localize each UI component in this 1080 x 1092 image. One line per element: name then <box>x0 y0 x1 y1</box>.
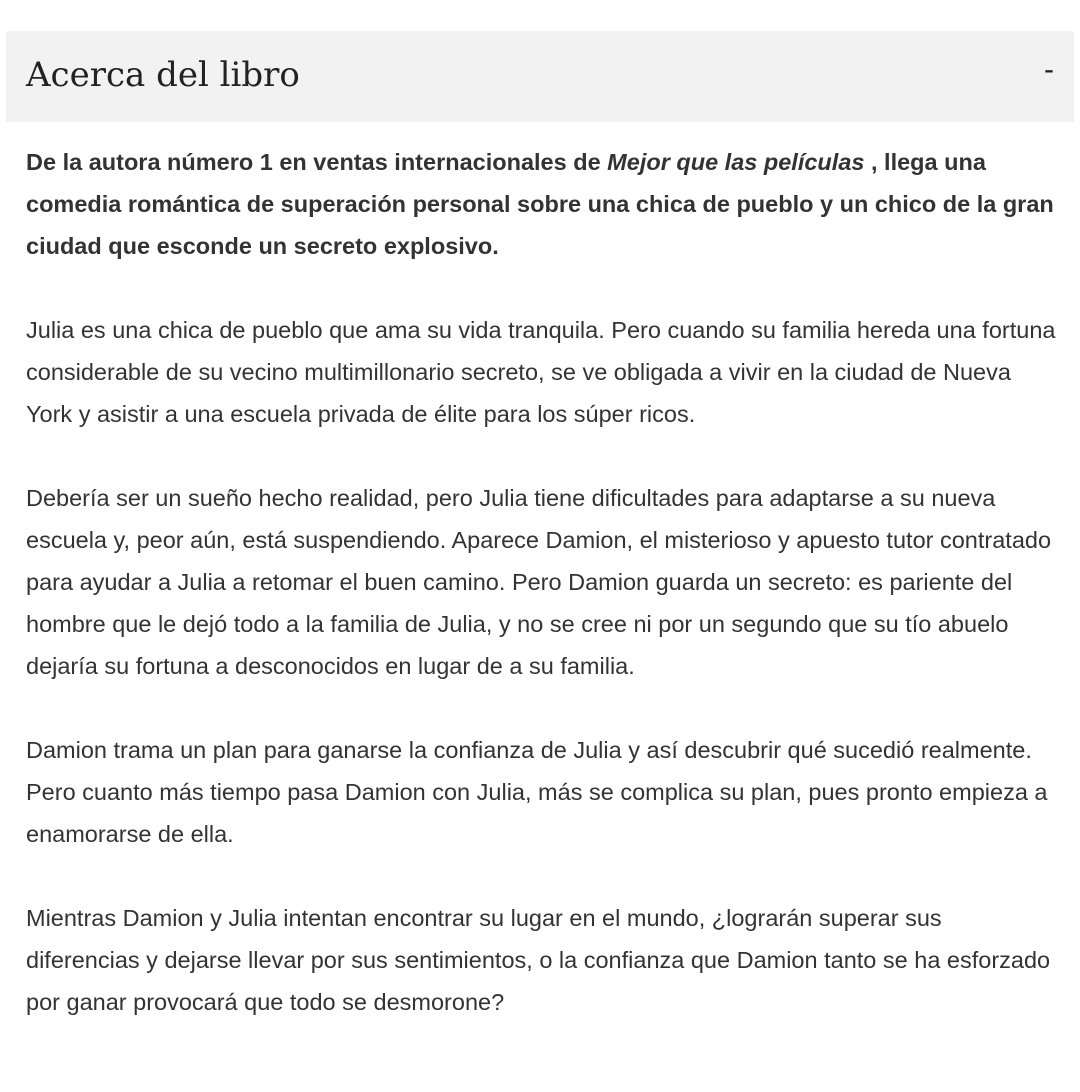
collapse-toggle-icon[interactable]: - <box>1044 53 1054 86</box>
description-paragraph: Damion trama un plan para ganarse la confianza de Julia y así descubrir qué sucedió realmente. Pero cuanto más tiempo pasa Damion con Julia, más se complica su plan, pues pronto empieza a enamorarse de ella. <box>26 737 1048 847</box>
description-paragraph: Julia es una chica de pueblo que ama su vida tranquila. Pero cuando su familia hereda una fortuna considerable de su vecino multimillonario secreto, se ve obligada a vivir en la ciudad de Nueva York y asistir a una escuela privada de élite para los súper ricos. <box>26 317 1056 427</box>
description-lead <box>26 141 1056 267</box>
lead-text-after: , llega una comedia romántica de superación personal sobre una chica de pueblo y un chico de la gran ciudad que esconde un secreto explosivo. <box>26 149 1054 259</box>
accordion-title: Acerca del libro <box>26 55 300 95</box>
description-paragraph: Debería ser un sueño hecho realidad, pero Julia tiene dificultades para adaptarse a su nueva escuela y, peor aún, está suspendiendo. Aparece Damion, el misterioso y apuesto tutor contratado para ayudar a Julia a retomar el buen camino. Pero Damion guarda un secreto: es pariente del hombre que le dejó todo a la familia de Julia, y no se cree ni por un segundo que su tío abuelo dejaría su fortuna a desconocidos en lugar de a su familia. <box>26 485 1052 679</box>
book-description <box>26 141 1056 1023</box>
accordion-header[interactable] <box>6 31 1074 122</box>
referenced-book-title: Mejor que las películas <box>607 149 865 175</box>
lead-text-before: De la autora número 1 en ventas internacionales de <box>26 149 608 175</box>
description-paragraph: Mientras Damion y Julia intentan encontrar su lugar en el mundo, ¿lograrán superar sus diferencias y dejarse llevar por sus sentimientos, o la confianza que Damion tanto se ha esforzado por ganar provocará que todo se desmorone? <box>26 905 1051 1015</box>
